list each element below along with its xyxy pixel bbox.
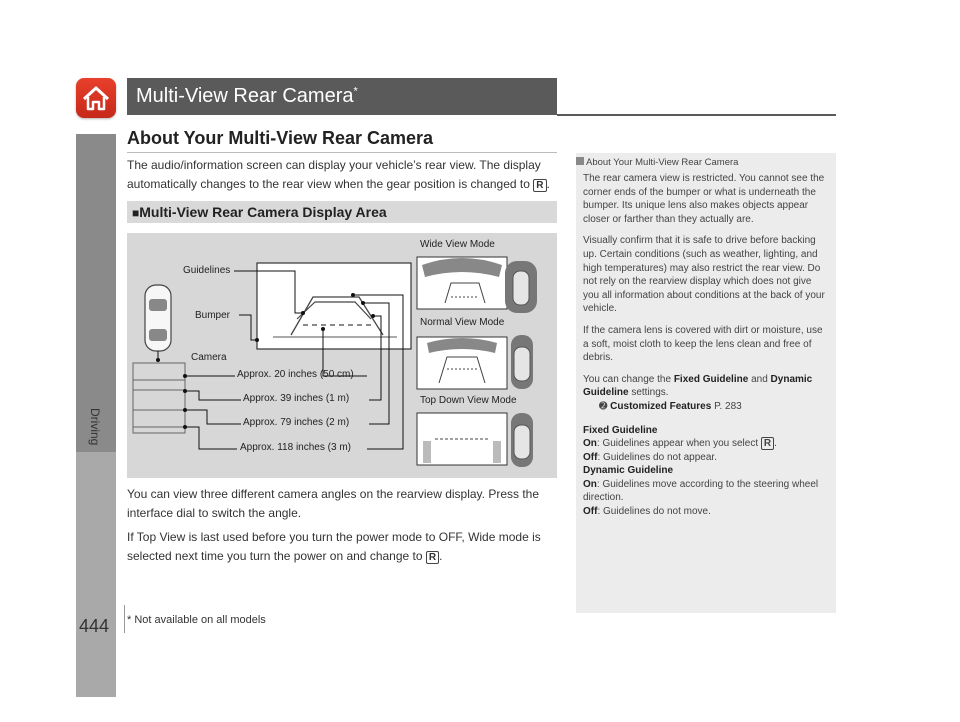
top-view-thumbnail xyxy=(417,413,533,467)
home-button[interactable] xyxy=(76,78,116,118)
page-title: Multi-View Rear Camera* xyxy=(136,85,358,107)
gear-r-key: R xyxy=(533,179,546,192)
xref-link[interactable]: ➋ Customized Features P. 283 xyxy=(599,400,742,412)
sidebar-notes: The rear camera view is restricted. You cannot see the corner ends of the bumper or what is underneath the bumper. Its unique lens also makes objects appear closer or farther than they actually are. Visually confirm that it is safe to drive before backing up. Certain conditions (such as weather, lighting, and high temperatures) may also restrict the rear view. Do not rely on the rearview display which does not give you all information about conditions at the back of your vehicle. If the camera lens is covered with dirt or moisture, use a soft, moist cloth to keep the lens clean and free of debris. You can change the Fixed Guideline and Dynamic Guideline settings. ➋ Customized Features P. 283 Fixed Guideline On: Guidelines appear when you select R . Off: Guidelines do not appear. Dynamic Guideline On: Guidelines move according to the steering wheel direction. Off: Guidelines do not move. xyxy=(583,172,829,519)
section-tab-bar xyxy=(76,134,116,452)
car-icon xyxy=(145,285,171,351)
normal-view-thumbnail xyxy=(417,335,533,389)
section-side-label: Driving xyxy=(88,408,102,446)
gear-r-key-3: R xyxy=(761,437,774,450)
page-number: 444 xyxy=(79,616,110,636)
angles-paragraph: You can view three different camera angles on the rearview display. Press the interface dial to switch the angle. xyxy=(127,487,540,520)
label-bumper: Bumper xyxy=(195,310,231,321)
title-underline xyxy=(557,114,836,116)
top-view-paragraph: If Top View is last used before you turn the power mode to OFF, Wide mode is selected next time you turn the power on and change to R . xyxy=(127,530,541,563)
label-39-inches: Approx. 39 inches (1 m) xyxy=(243,393,350,404)
label-normal-view: Normal View Mode xyxy=(420,317,505,328)
sidebar-heading: About Your Multi-View Rear Camera xyxy=(576,156,834,170)
section-tab-bar-lower xyxy=(76,452,116,697)
section-heading: About Your Multi-View Rear Camera xyxy=(127,128,434,148)
label-guidelines: Guidelines xyxy=(183,265,231,276)
label-camera: Camera xyxy=(191,352,227,363)
footnote: * Not available on all models xyxy=(127,614,266,626)
heading-rule xyxy=(127,152,557,153)
footer-divider xyxy=(124,605,125,633)
label-wide-view: Wide View Mode xyxy=(420,239,495,250)
gear-r-key-2: R xyxy=(426,551,439,564)
label-118-inches: Approx. 118 inches (3 m) xyxy=(240,442,351,453)
label-20-inches: Approx. 20 inches (50 cm) xyxy=(237,369,354,380)
intro-paragraph: The audio/information screen can display your vehicle’s rear view. The display automatically changes to the rear view when the gear position is changed to R . xyxy=(127,158,550,191)
footnote-marker: * xyxy=(353,85,358,98)
label-79-inches: Approx. 79 inches (2 m) xyxy=(243,417,350,428)
camera-diagram xyxy=(127,233,557,478)
wide-view-thumbnail xyxy=(417,257,537,313)
subsection-title: ■Multi-View Rear Camera Display Area xyxy=(132,204,387,220)
home-icon xyxy=(76,78,116,118)
label-top-view: Top Down View Mode xyxy=(420,395,517,406)
note-marker-icon xyxy=(576,157,584,165)
xref-arrow-icon: ➋ xyxy=(599,400,611,412)
